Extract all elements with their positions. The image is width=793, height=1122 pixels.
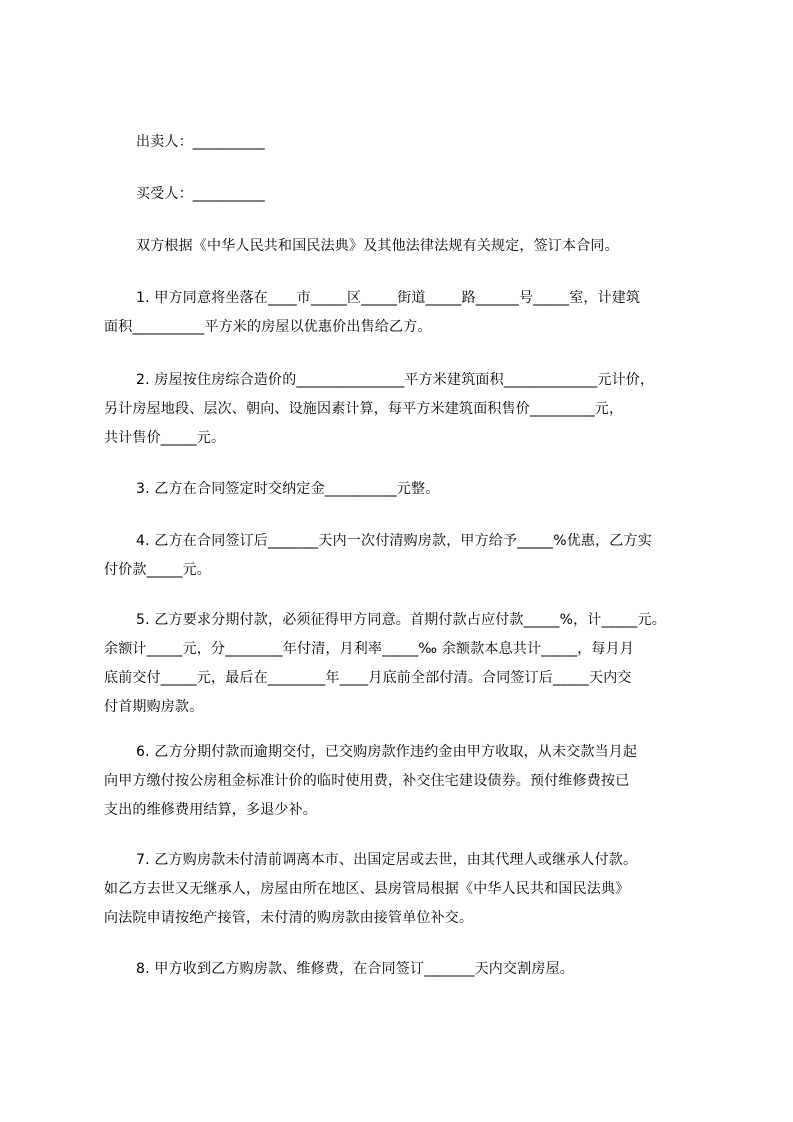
clause-line: 7. 乙方购房款未付清前调离本市、出国定居或去世，由其代理人或继承人付款。 [136, 852, 638, 868]
clause-2 [104, 366, 654, 453]
clause-line: 支出的维修费用结算，多退少补。 [104, 802, 317, 818]
seller-text: 出卖人：__________ [136, 134, 265, 150]
clause-line: 2. 房屋按住房综合造价的_______________平方米建筑面积_____________元计价， [136, 372, 655, 388]
clause-1 [104, 284, 640, 342]
buyer-text: 买受人：__________ [136, 186, 265, 202]
clause-line: 1. 甲方同意将坐落在____市_____区_____街道_____路______号_____室，计建筑 [136, 290, 641, 306]
intro-paragraph [136, 232, 619, 261]
clause-6 [104, 738, 637, 825]
clause-5 [104, 606, 666, 722]
clause-line: 如乙方去世又无继承人，房屋由所在地区、县房管局根据《中华人民共和国民法典》 [104, 881, 630, 897]
clause-4 [104, 527, 652, 585]
clause-line: 付首期购房款。 [104, 699, 204, 715]
clause-line: 共计售价_____元。 [104, 430, 226, 446]
clause-line: 余额计_____元，分________年付清，月利率_____‰ 余额款本息共计_____，每月月 [104, 641, 635, 657]
clause-line: 8. 甲方收到乙方购房款、维修费，在合同签订_______天内交割房屋。 [136, 961, 575, 977]
clause-3 [104, 475, 439, 504]
clause-line: 付价款_____元。 [104, 562, 211, 578]
seller-line [136, 128, 265, 157]
clause-line: 向甲方缴付按公房租金标准计价的临时使用费，补交住宅建设债券。预付维修费按已 [104, 773, 630, 789]
clause-line: 向法院申请按绝产接管，未付清的购房款由接管单位补交。 [104, 910, 474, 926]
clause-line: 5. 乙方要求分期付款，必须征得甲方同意。首期付款占应付款_____%，计_____元。 [136, 612, 666, 628]
clause-8 [104, 955, 574, 984]
intro-text: 双方根据《中华人民共和国民法典》及其他法律法规有关规定，签订本合同。 [136, 238, 619, 254]
buyer-line [136, 180, 265, 209]
clause-line: 面积__________平方米的房屋以优惠价出售给乙方。 [104, 319, 432, 335]
clause-7 [104, 846, 637, 933]
clause-line: 3. 乙方在合同签定时交纳定金__________元整。 [136, 481, 440, 497]
clause-line: 6. 乙方分期付款而逾期交付，已交购房款作违约金由甲方收取，从未交款当月起 [136, 744, 638, 760]
clause-line: 另计房屋地段、层次、朝向、设施因素计算，每平方米建筑面积售价_________元， [104, 401, 624, 417]
clause-line: 底前交付_____元，最后在________年____月底前全部付清。合同签订后_____天内交 [104, 670, 632, 686]
clause-line: 4. 乙方在合同签订后_______天内一次付清购房款，甲方给予_____%优惠，乙方实 [136, 533, 652, 549]
